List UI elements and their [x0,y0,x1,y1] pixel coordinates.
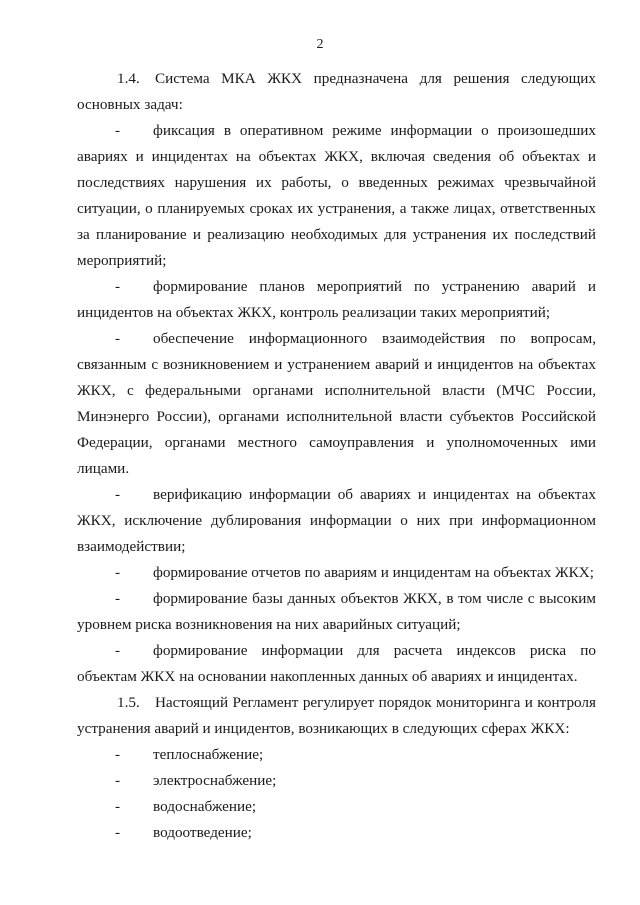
list-dash: - [115,330,121,347]
list-dash: - [115,642,121,659]
section-1-5-paragraph: 1.5. Настоящий Регламент регулирует порядок мониторинга и контроля устранения аварий и инцидентов, возникающих в следующих сферах ЖКХ: [77,694,596,737]
list-item [77,560,596,586]
list-item [77,118,596,274]
list-dash: - [115,746,121,763]
list-item-text: формирование отчетов по авариям и инцидентам на объектах ЖКХ; [153,564,594,581]
list-item [77,820,596,846]
list-item [77,742,596,768]
list-item-text: формирование информации для расчета индексов риска по объектам ЖКХ на основании накопленных данных об авариях и инцидентах. [77,642,596,685]
list-item-text: обеспечение информационного взаимодействия по вопросам, связанным с возникновением и устранением аварий и инцидентов на объектах ЖКХ, с федеральными органами исполнительной власти (МЧС России, Минэнерго России), органами исполнительной власти субъектов Российской Федерации, органами местного самоуправления и уполномоченных ими лицами. [77,330,596,477]
list-item-text: формирование базы данных объектов ЖКХ, в том числе с высоким уровнем риска возникновения на них аварийных ситуаций; [77,590,596,633]
list-item [77,794,596,820]
page-number: 2 [316,37,324,52]
list-item-text: водоснабжение; [153,798,257,815]
list-dash: - [115,798,121,815]
list-item-text: водоотведение; [153,824,252,841]
list-item [77,586,596,638]
list-dash: - [115,486,121,503]
list-dash: - [115,772,121,789]
list-item [77,326,596,482]
list-dash: - [115,564,121,581]
list-item [77,482,596,560]
list-item-text: теплоснабжение; [153,746,264,763]
list-item [77,768,596,794]
list-item-text: электроснабжение; [153,772,277,789]
list-dash: - [115,278,121,295]
section-1-4-paragraph: 1.4. Система МКА ЖКХ предназначена для решения следующих основных задач: [77,70,596,113]
list-item-text: фиксация в оперативном режиме информации о произошедших авариях и инцидентах на объектах ЖКХ, включая сведения об объектах и последствиях нарушения их работы, о введенных режимах чрезвычайной ситуации, о планируемых сроках их устранения, а также лицах, ответственных за планирование и реализацию необходимых для устранения их последствий мероприятий; [77,122,596,269]
list-dash: - [115,122,121,139]
list-item-text: верификацию информации об авариях и инцидентах на объектах ЖКХ, исключение дублирования информации о них при информационном взаимодействии; [77,486,596,555]
list-item [77,274,596,326]
list-item [77,638,596,690]
list-item-text: формирование планов мероприятий по устранению аварий и инцидентов на объектах ЖКХ, контроль реализации таких мероприятий; [77,278,596,321]
list-dash: - [115,824,121,841]
document-body [77,66,596,846]
list-dash: - [115,590,121,607]
